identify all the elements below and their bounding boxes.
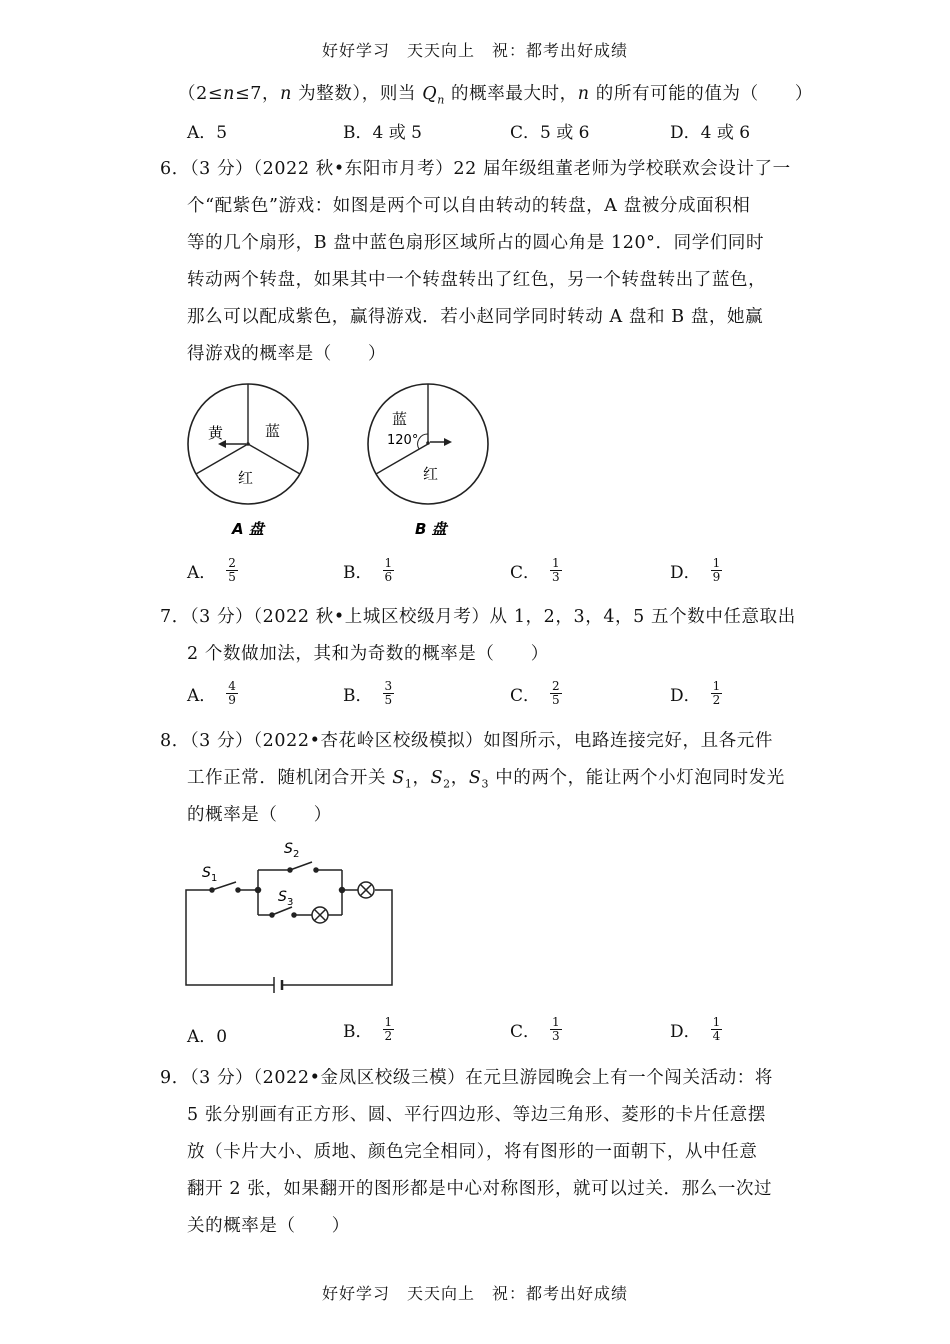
q6-line-1: 6．（3 分）（2022 秋•东阳市月考）22 届年级组董老师为学校联欢会设计了一 — [160, 159, 791, 179]
s2-switch-blade — [290, 862, 312, 870]
s1-label-sub: 1 — [211, 873, 218, 884]
q6-option-d[interactable] — [670, 557, 722, 584]
spinner-b-divider — [376, 444, 428, 474]
q5-text: 的所有可能的值为（ ） — [589, 84, 814, 104]
q6-line-5: 那么可以配成紫色，赢得游戏．若小赵同学同时转动 A 盘和 B 盘，她赢 — [187, 307, 764, 327]
q9-line-2: 5 张分别画有正方形、圆、平行四边形、等边三角形、菱形的卡片任意摆 — [187, 1105, 766, 1125]
q5-var-q: Q — [422, 84, 438, 104]
q8-option-d[interactable] — [670, 1016, 722, 1043]
s2-label-sub: 2 — [293, 849, 300, 860]
q5-option-a[interactable]: A．5 — [187, 123, 228, 143]
option-letter: D． — [670, 563, 701, 583]
s3-label: S — [278, 889, 287, 905]
fraction-numerator: 1 — [712, 679, 721, 693]
spinner-b-caption: B 盘 — [415, 520, 447, 538]
fraction-numerator: 2 — [228, 556, 236, 570]
spinner-b-arrowhead — [444, 438, 452, 446]
fraction — [550, 680, 562, 707]
fraction — [711, 680, 723, 707]
circuit-wire — [186, 890, 274, 985]
q6-line-3: 等的几个扇形，B 盘中蓝色扇形区域所占的圆心角是 120°．同学们同时 — [187, 233, 765, 253]
fraction — [550, 1016, 562, 1043]
q7-option-c[interactable] — [510, 680, 562, 707]
spinner-b-label-blue: 蓝 — [392, 410, 408, 428]
spinner-b-label-red: 红 — [423, 465, 439, 483]
fraction-numerator: 4 — [228, 679, 236, 693]
q7-option-a[interactable] — [187, 680, 238, 707]
q8-option-b[interactable] — [343, 1016, 394, 1043]
q9-line-5: 关的概率是（ ） — [187, 1216, 350, 1236]
q5-var-n: n — [223, 84, 235, 104]
q8-switch-s: S — [430, 768, 444, 788]
fraction-denominator: 3 — [552, 1029, 560, 1043]
option-letter: D． — [670, 1022, 701, 1042]
q8-text: ， — [450, 768, 469, 788]
option-letter: B． — [343, 563, 373, 583]
s1-label: S — [202, 865, 211, 881]
fraction — [711, 1016, 723, 1043]
spinner-b — [368, 384, 488, 538]
circuit-wire — [282, 890, 392, 985]
q6-option-a[interactable] — [187, 557, 238, 584]
fraction-numerator: 1 — [384, 1015, 393, 1029]
spinner-a-caption: A 盘 — [232, 520, 264, 538]
spinner-a-label-red: 红 — [238, 469, 254, 487]
spinner-b-angle-label: 120° — [387, 433, 419, 448]
fraction — [226, 680, 238, 707]
spinner-b-center — [426, 441, 430, 445]
spinner-a-center — [246, 442, 250, 446]
fraction — [711, 557, 723, 584]
q8-option-c[interactable] — [510, 1016, 562, 1043]
page-header: 好好学习 天天向上 祝：都考出好成绩 — [321, 41, 628, 60]
q9-line-3: 放（卡片大小、质地、颜色完全相同），将有图形的一面朝下，从中任意 — [187, 1142, 758, 1162]
q8-switch-s: S — [392, 768, 405, 788]
option-letter: C． — [510, 686, 541, 706]
fraction — [383, 557, 395, 584]
option-letter: B． — [343, 686, 373, 706]
fraction-denominator: 5 — [384, 693, 393, 707]
q5-condition-line — [178, 80, 818, 107]
fraction-numerator: 1 — [384, 556, 393, 570]
q8-switch-sub: 2 — [443, 777, 451, 791]
spinner-a-label-yellow: 黄 — [208, 424, 224, 442]
q7-option-b[interactable] — [343, 680, 394, 707]
fraction — [226, 557, 238, 584]
fraction-numerator: 2 — [552, 679, 560, 693]
fraction-denominator: 2 — [384, 1029, 393, 1043]
fraction-denominator: 6 — [384, 570, 393, 584]
option-letter: C． — [510, 563, 541, 583]
fraction-denominator: 2 — [712, 693, 721, 707]
option-letter: A． — [187, 563, 217, 583]
q5-option-c[interactable]: C．5 或 6 — [510, 123, 590, 143]
fraction — [550, 557, 562, 584]
fraction-numerator: 1 — [712, 1015, 721, 1029]
q8-text: ， — [412, 768, 431, 788]
fraction-numerator: 1 — [712, 556, 721, 570]
q5-text: 为整数），则当 — [291, 84, 423, 104]
q5-prefix: （2≤ — [178, 84, 224, 104]
q5-option-b[interactable]: B．4 或 5 — [343, 123, 422, 143]
q6-line-6: 得游戏的概率是（ ） — [187, 344, 387, 364]
q8-switch-sub: 3 — [481, 777, 490, 791]
junction-node — [256, 888, 261, 893]
q9-line-4: 翻开 2 张，如果翻开的图形都是中心对称图形，就可以过关．那么一次过 — [187, 1179, 773, 1199]
q5-var-n: n — [280, 84, 292, 104]
fraction-numerator: 3 — [384, 679, 393, 693]
q6-line-2: 个“配紫色”游戏：如图是两个可以自由转动的转盘，A 盘被分成面积相 — [187, 196, 751, 216]
spinner-a-label-blue: 蓝 — [265, 422, 281, 440]
q6-line-4: 转动两个转盘，如果其中一个转盘转出了红色，另一个转盘转出了蓝色， — [187, 270, 767, 290]
q9-line-1: 9．（3 分）（2022•金凤区校级三模）在元旦游园晚会上有一个闯关活动：将 — [160, 1068, 773, 1088]
q5-var-n: n — [577, 84, 590, 104]
q8-text: 工作正常．随机闭合开关 — [187, 768, 393, 788]
circuit-diagram — [180, 835, 400, 1000]
q8-line-1: 8．（3 分）（2022•杏花岭区校级模拟）如图所示，电路连接完好，且各元件 — [160, 731, 773, 751]
spinner-a-divider — [248, 444, 300, 474]
fraction-denominator: 5 — [552, 693, 560, 707]
spinner-a — [188, 384, 308, 538]
fraction-denominator: 3 — [552, 570, 560, 584]
option-letter: A． — [187, 686, 217, 706]
q6-option-b[interactable] — [343, 557, 394, 584]
q7-line-1: 7．（3 分）（2022 秋•上城区校级月考）从 1，2，3，4，5 五个数中任意取出 — [160, 607, 796, 627]
q6-option-c[interactable] — [510, 557, 562, 584]
s3-switch-blade — [272, 907, 292, 915]
q5-text: ≤7， — [234, 84, 281, 104]
fraction-denominator: 9 — [712, 570, 721, 584]
q8-switch-sub: 1 — [404, 777, 413, 791]
q7-line-2: 2 个数做加法，其和为奇数的概率是（ ） — [187, 644, 549, 664]
page-footer: 好好学习 天天向上 祝：都考出好成绩 — [321, 1284, 628, 1303]
q8-line-2 — [187, 764, 827, 791]
q5-var-q-sub: n — [437, 93, 445, 107]
spinner-figure — [180, 382, 500, 547]
q7-option-d[interactable] — [670, 680, 722, 707]
s3-label-sub: 3 — [287, 897, 294, 908]
q5-option-d[interactable]: D．4 或 6 — [670, 123, 751, 143]
fraction — [383, 680, 395, 707]
q8-switch-s: S — [468, 768, 482, 788]
fraction-denominator: 9 — [228, 693, 236, 707]
fraction-numerator: 1 — [552, 1015, 560, 1029]
q5-text: 的概率最大时， — [444, 84, 578, 104]
q8-option-a[interactable]: A．0 — [187, 1027, 228, 1047]
option-letter: C． — [510, 1022, 541, 1042]
q8-text: 中的两个，能让两个小灯泡同时发光 — [489, 768, 785, 788]
option-letter: B． — [343, 1022, 373, 1042]
q8-line-3: 的概率是（ ） — [187, 805, 332, 825]
fraction-denominator: 4 — [712, 1029, 721, 1043]
s2-label: S — [284, 841, 293, 857]
fraction-denominator: 5 — [228, 570, 236, 584]
fraction-numerator: 1 — [552, 556, 560, 570]
option-letter: D． — [670, 686, 701, 706]
fraction — [383, 1016, 395, 1043]
